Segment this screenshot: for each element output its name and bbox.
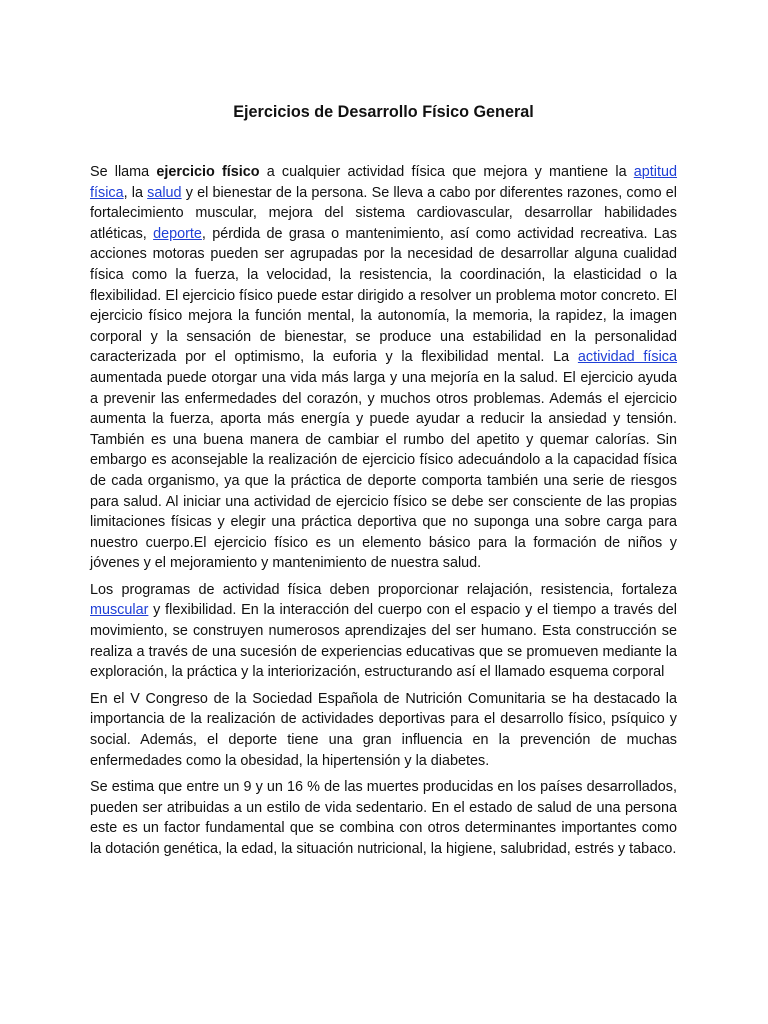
document-body	[90, 162, 677, 866]
link-muscular[interactable]: muscular	[90, 602, 149, 619]
paragraph-4: Se estima que entre un 9 y un 16 % de las muertes producidas en los países desarrollados, pueden ser atribuidas a un estilo de vida sedentario. En el estado de salud de una persona este es un factor fundamental que se combina con otros determinantes importantes como la dotación genética, la edad, la situación nutricional, la higiene, salubridad, estrés y tabaco.	[90, 779, 677, 857]
text-segment: , pérdida de grasa o mantenimiento, así como actividad recreativa. Las acciones motoras pueden ser agrupadas por la necesidad de desarrollar alguna cualidad física como la fuerza, la velocidad, la resistencia, la coordinación, la elasticidad o la flexibilidad. El ejercicio físico puede estar dirigido a resolver un problema motor concreto. El ejercicio físico mejora la función mental, la autonomía, la memoria, la rapidez, la imagen corporal y la sensación de bienestar, se produce una estabilidad en la personalidad caracterizada por el optimismo, la euforia y la flexibilidad mental. La	[90, 225, 677, 366]
text-segment: Los programas de actividad física deben proporcionar relajación, resistencia, fortaleza	[90, 581, 677, 598]
text-segment: y flexibilidad. En la interacción del cuerpo con el espacio y el tiempo a través del movimiento, se construyen numerosos aprendizajes del ser humano. Esta construcción se realiza a través de una sucesión de experiencias educativas que se promueven mediante la exploración, la práctica y la interiorización, estructurando así el llamado esquema corporal	[90, 602, 677, 681]
text-segment: Se llama	[90, 164, 157, 180]
paragraph-2	[90, 580, 677, 683]
bold-term: ejercicio físico	[156, 164, 260, 180]
paragraph-3: En el V Congreso de la Sociedad Española de Nutrición Comunitaria se ha destacado la importancia de la realización de actividades deportivas para el desarrollo físico, psíquico y social. Además, el deporte tiene una gran influencia en la prevención de muchas enfermedades como la obesidad, la hipertensión y la diabetes.	[90, 690, 677, 769]
link-salud[interactable]: salud	[147, 184, 182, 201]
text-segment: aumentada puede otorgar una vida más larga y una mejoría en la salud. El ejercicio ayuda a prevenir las enfermedades del corazón, y muchos otros problemas. Además el ejercicio aumenta la fuerza, aporta más energía y puede ayudar a reducir la ansiedad y tensión. También es una buena manera de cambiar el rumbo del apetito y quemar calorías. Sin embargo es aconsejable la realización de ejercicio físico adecuándolo a la capacidad física de cada organismo, ya que la práctica de deporte comporta también una serie de riesgos para salud. Al iniciar una actividad de ejercicio físico se debe ser consciente de las propias limitaciones físicas y elegir una práctica deportiva que no suponga una sobre carga para nuestro cuerpo.El ejercicio físico es un elemento básico para la formación de niños y jóvenes y el mejoramiento y mantenimiento de nuestra salud.	[90, 369, 677, 572]
link-aptitud-fisica[interactable]: aptitud física	[90, 164, 677, 201]
text-segment: y el bienestar de la persona. Se lleva a cabo por diferentes razones, como el fortalecimiento muscular, mejora del sistema cardiovascular, desarrollar habilidades atléticas,	[90, 184, 677, 242]
text-segment: , la	[123, 184, 148, 201]
text-segment: a cualquier actividad física que mejora y mantiene la	[259, 164, 634, 180]
link-deporte[interactable]: deporte	[153, 225, 202, 242]
document-title: Ejercicios de Desarrollo Físico General	[233, 103, 534, 121]
paragraph-1	[90, 162, 677, 574]
link-actividad-fisica[interactable]: actividad física	[577, 349, 677, 366]
